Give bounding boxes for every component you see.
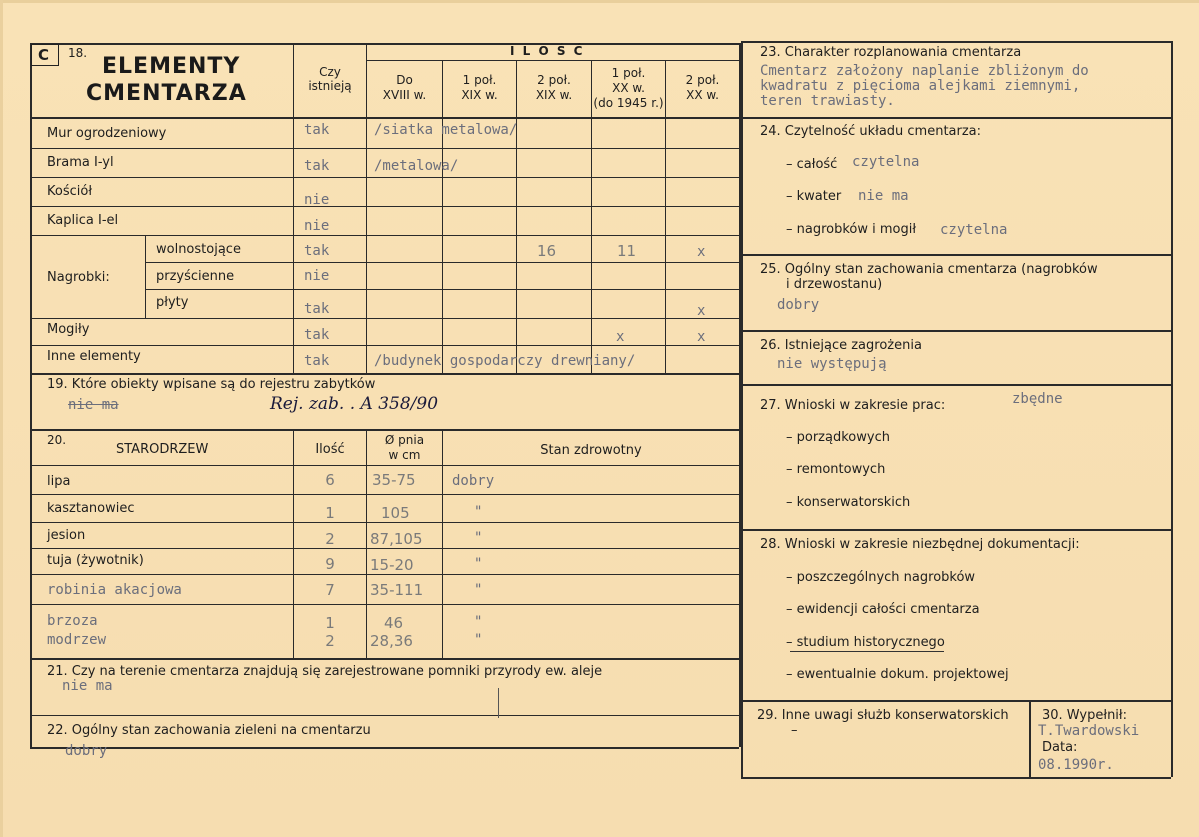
documentation-item: – ewidencji całości cmentarza [786,602,980,617]
section-25-value: dobry [777,297,820,313]
pencil-mark [498,688,499,718]
section-29-value: – [791,723,798,738]
period-header: 2 poł. XX w. [685,73,720,102]
period-header: 1 poł. XX w. (do 1945 r.) [593,66,664,110]
tree-count: 2 [325,632,335,650]
tree-health: " [474,632,483,648]
card-edge [0,0,3,837]
tree-health: " [474,614,483,630]
tree-health: " [474,582,483,598]
quantity-value: x [616,329,625,345]
row-label: Mur ogrodzeniowy [47,126,167,141]
grid-line [30,548,739,549]
col-health-header: Stan zdrowotny [540,443,642,458]
tree-health: " [474,504,483,520]
layout-description: teren trawiasty. [760,93,895,109]
period-header: 2 poł. XIX w. [535,73,573,102]
handwritten-register-number: Rej. zab. . A 358/90 [270,394,439,414]
row-label: Mogiły [47,322,90,337]
grid-line [145,235,146,318]
note-value: /metalowa/ [374,158,459,174]
grid-line [30,373,739,375]
tree-count: 2 [325,530,335,548]
legibility-item: – nagrobków i mogił [786,222,917,237]
section-24-label: 24. Czytelność układu cmentarza: [760,124,982,139]
section-letter: C [38,46,50,64]
grid-line [442,429,443,658]
section-20-number: 20. [47,433,67,447]
grid-line [30,117,739,119]
grid-line [30,429,739,431]
grid-line [442,60,443,373]
tree-count: 1 [325,614,335,632]
period-header: 1 poł. XIX w. [461,73,498,102]
grid-line [516,60,517,373]
section-19-label: 19. Które obiekty wpisane są do rejestru zabytków [47,377,376,392]
tree-health: " [474,530,483,546]
quantity-value: 16 [537,242,557,260]
section-22-value: dobry [65,743,108,759]
exists-value: tak [304,327,330,343]
quantity-header: I L O Ś Ć [510,44,585,58]
layout-description: Cmentarz założony naplanie zbliżonym do [760,63,1089,79]
section-26-label: 26. Istniejące zagrożenia [760,338,922,353]
row-label: Kościół [47,184,93,199]
grid-line [30,574,739,575]
tree-health: " [474,556,483,572]
grid-line [30,206,739,207]
tree-name: kasztanowiec [47,501,135,516]
page-title: ELEMENTY [102,54,241,79]
section-27-label: 27. Wnioski w zakresie prac: [760,398,946,413]
works-item: – konserwatorskich [786,495,911,510]
section-23-label: 23. Charakter rozplanowania cmentarza [760,45,1022,60]
row-label: płyty [156,295,189,310]
row-label: Kaplica I-el [47,213,119,228]
grid-line [30,494,739,495]
quantity-value: x [697,244,706,260]
row-label: przyścienne [156,269,235,284]
grid-line [741,254,1171,256]
works-item: – remontowych [786,462,886,477]
filled-by-name: T.Twardowski [1038,723,1140,739]
col-count-header: Ilość [315,442,345,457]
section-30-label: 30. Wypełnił: [1042,708,1127,723]
grid-line [30,235,739,236]
date-value: 08.1990r. [1038,757,1114,773]
exists-value: tak [304,158,330,174]
frame-line [30,43,739,45]
grid-line [741,330,1171,332]
works-item: – porządkowych [786,430,890,445]
frame-line [741,41,1171,43]
exists-value: tak [304,243,330,259]
tree-count: 9 [325,555,335,573]
date-label: Data: [1042,740,1078,755]
tree-name: tuja (żywotnik) [47,553,144,568]
grid-line [1029,700,1031,777]
tree-name: robinia akacjowa [47,582,182,598]
grid-line [30,148,739,149]
legibility-item: – kwater [786,189,842,204]
grid-line [366,429,367,658]
tree-diameter: 15-20 [370,556,414,574]
quantity-value: x [697,303,706,319]
frame-line [741,41,743,777]
tree-diameter: 46 [384,614,404,632]
grid-line [366,60,739,61]
tree-diameter: 35-111 [370,581,424,599]
tree-name: modrzew [47,632,107,648]
documentation-item: – ewentualnie dokum. projektowej [786,667,1009,682]
quantity-value: 11 [617,242,637,260]
grid-line [741,384,1171,386]
grid-line [30,177,739,178]
exists-value: nie [304,192,330,208]
grid-line [145,289,739,290]
tree-diameter: 87,105 [370,530,423,548]
col-exists-header: Czy istnieją [308,65,352,93]
row-label: Inne elementy [47,349,141,364]
row-label: wolnostojące [156,242,241,257]
underline-mark [790,651,944,652]
grid-line [145,262,739,263]
grid-line [30,715,739,716]
grid-line [30,345,739,346]
tree-diameter: 28,36 [370,632,413,650]
exists-value: nie [304,218,330,234]
note-value: /budynek gospodarczy drewniany/ [374,353,636,369]
legibility-value: czytelna [940,222,1008,238]
struck-value: nie ma [68,397,119,413]
section-25-label: 25. Ogólny stan zachowania cmentarza (nagrobków [760,262,1098,277]
frame-line [1171,41,1173,777]
frame-line [741,777,1171,779]
quantity-value: x [697,329,706,345]
layout-description: kwadratu z pięcioma alejkami ziemnymi, [760,78,1081,94]
section-27-value: zbędne [1012,391,1063,407]
row-label: Brama I-yl [47,155,114,170]
tree-name: jesion [47,528,86,543]
exists-value: nie [304,268,330,284]
section-25-label: i drzewostanu) [786,277,883,292]
grid-line [665,60,666,373]
legibility-value: czytelna [852,154,920,170]
grid-line [30,465,739,466]
tree-count: 1 [325,504,335,522]
documentation-item: – studium historycznego [786,635,945,650]
grid-line [741,117,1171,119]
grid-line [30,658,739,660]
section-28-label: 28. Wnioski w zakresie niezbędnej dokumentacji: [760,537,1080,552]
legibility-item: – całość [786,157,838,172]
section-21-label: 21. Czy na terenie cmentarza znajdują się zarejestrowane pomniki przyrody ew. aleje [47,664,603,679]
tree-diameter: 35-75 [372,471,416,489]
grid-line [741,700,1171,702]
grid-line [30,318,739,319]
grid-line [30,522,739,523]
section-21-value: nie ma [62,678,113,694]
card-edge [0,0,1199,3]
page-title: CMENTARZA [86,81,247,106]
legibility-value: nie ma [858,188,909,204]
tree-count: 7 [325,581,335,599]
documentation-item: – poszczególnych nagrobków [786,570,976,585]
section-20-title: STARODRZEW [116,442,209,457]
frame-line [30,747,739,749]
period-header: Do XVIII w. [382,73,427,102]
grid-line [741,529,1171,531]
tree-health: dobry [452,473,495,489]
section-29-label: 29. Inne uwagi służb konserwatorskich [757,708,1009,723]
section-22-label: 22. Ogólny stan zachowania zieleni na cmentarzu [47,723,371,738]
exists-value: tak [304,353,330,369]
row-label: Nagrobki: [47,270,110,285]
col-diameter-header: Ø pnia w cm [384,433,425,462]
note-value: /siatka metalowa/ [374,122,518,138]
section-26-value: nie występują [777,356,887,372]
tree-name: brzoza [47,613,98,629]
exists-value: tak [304,122,330,138]
grid-line [30,604,739,605]
exists-value: tak [304,301,330,317]
section-number: 18. [68,46,88,60]
tree-count: 6 [325,471,335,489]
tree-name: lipa [47,474,71,489]
tree-diameter: 105 [381,504,410,522]
